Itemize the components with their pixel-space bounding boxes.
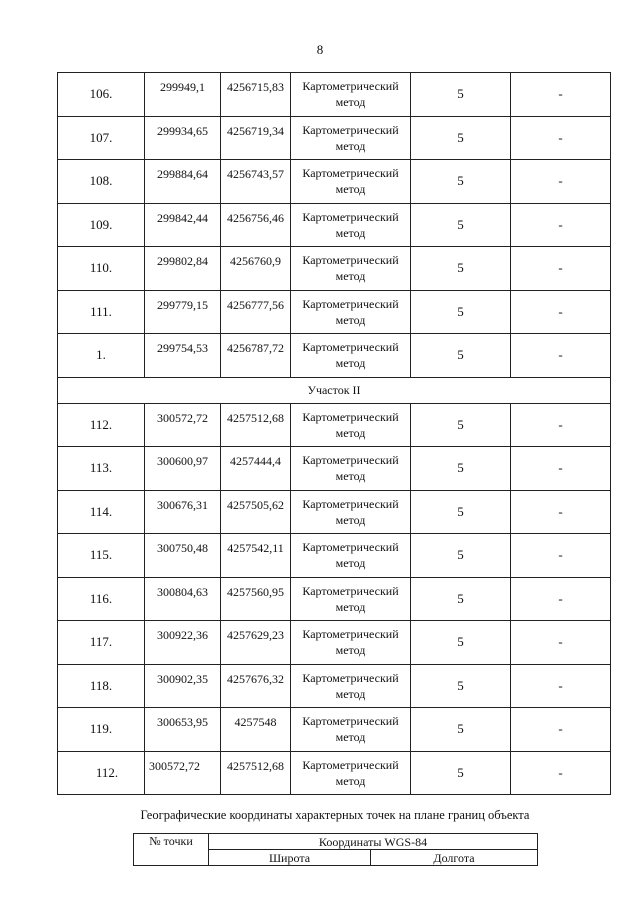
note-cell: - — [511, 203, 611, 247]
method-line2: метод — [335, 599, 366, 614]
coord-y-cell: 4256715,83 — [221, 73, 291, 117]
method-line2: метод — [335, 182, 366, 197]
coord-y-cell: 4256719,34 — [221, 116, 291, 160]
method-line1: Картометрический — [302, 627, 399, 642]
table-row — [58, 160, 611, 204]
coord-y-cell: 4257512,68 — [221, 403, 291, 447]
method-line1: Картометрический — [302, 540, 399, 555]
method-cell — [291, 403, 411, 447]
point-number-cell: 1. — [58, 334, 145, 378]
coord-y-cell: 4257548 — [221, 708, 291, 752]
point-number-cell: 116. — [58, 577, 145, 621]
method-line2: метод — [335, 469, 366, 484]
point-number-cell: 115. — [58, 534, 145, 578]
point-number-cell: 107. — [58, 116, 145, 160]
method-cell — [291, 664, 411, 708]
method-cell — [291, 290, 411, 334]
note-cell: - — [511, 490, 611, 534]
accuracy-cell: 5 — [411, 534, 511, 578]
method-line1: Картометрический — [302, 583, 399, 598]
accuracy-cell: 5 — [411, 403, 511, 447]
accuracy-cell: 5 — [411, 203, 511, 247]
method-line1: Картометрический — [302, 166, 399, 181]
method-line1: Картометрический — [302, 453, 399, 468]
accuracy-cell: 5 — [411, 621, 511, 665]
method-line1: Картометрический — [302, 409, 399, 424]
note-cell: - — [511, 403, 611, 447]
coord-y-cell: 4257676,32 — [221, 664, 291, 708]
coord-x-cell: 299802,84 — [145, 247, 221, 291]
note-cell: - — [511, 116, 611, 160]
note-cell: - — [511, 577, 611, 621]
coord-y-cell: 4257542,11 — [221, 534, 291, 578]
table-row — [58, 664, 611, 708]
geo-header-coords: Координаты WGS-84 — [209, 834, 538, 850]
point-number-cell: 111. — [58, 290, 145, 334]
coord-y-cell: 4256760,9 — [221, 247, 291, 291]
note-cell: - — [511, 751, 611, 795]
geo-header-latitude: Широта — [209, 850, 371, 866]
coordinates-table-body — [58, 73, 611, 795]
method-line2: метод — [335, 95, 366, 110]
method-line1: Картометрический — [302, 122, 399, 137]
method-line1: Картометрический — [302, 670, 399, 685]
coord-y-cell: 4256756,46 — [221, 203, 291, 247]
method-cell — [291, 447, 411, 491]
method-line1: Картометрический — [302, 496, 399, 511]
note-cell: - — [511, 664, 611, 708]
method-cell — [291, 751, 411, 795]
table-row — [58, 334, 611, 378]
section-row — [58, 377, 611, 403]
point-number-cell: 112. — [58, 751, 145, 795]
coord-y-cell: 4256777,56 — [221, 290, 291, 334]
accuracy-cell: 5 — [411, 577, 511, 621]
coordinates-table — [57, 72, 611, 795]
accuracy-cell: 5 — [411, 664, 511, 708]
coord-y-cell: 4257629,23 — [221, 621, 291, 665]
method-line1: Картометрический — [302, 757, 399, 772]
geo-coordinates-title: Географические координаты характерных точек на плане границ объекта — [140, 808, 530, 822]
accuracy-cell: 5 — [411, 290, 511, 334]
table-row — [58, 203, 611, 247]
accuracy-cell: 5 — [411, 160, 511, 204]
method-line2: метод — [335, 138, 366, 153]
coord-x-cell: 300750,48 — [145, 534, 221, 578]
table-row — [58, 73, 611, 117]
coord-x-cell: 300922,36 — [145, 621, 221, 665]
table-row — [58, 490, 611, 534]
table-row — [58, 403, 611, 447]
coord-y-cell: 4257560,95 — [221, 577, 291, 621]
note-cell: - — [511, 621, 611, 665]
note-cell: - — [511, 447, 611, 491]
note-cell: - — [511, 290, 611, 334]
accuracy-cell: 5 — [411, 247, 511, 291]
method-line1: Картометрический — [302, 209, 399, 224]
point-number-cell: 106. — [58, 73, 145, 117]
method-cell — [291, 116, 411, 160]
coord-x-cell: 300600,97 — [145, 447, 221, 491]
method-line1: Картометрический — [302, 253, 399, 268]
section-title: Участок II — [58, 377, 611, 403]
coord-x-cell: 300902,35 — [145, 664, 221, 708]
page-number: 8 — [316, 42, 324, 57]
geo-header-point-number: № точки — [134, 834, 209, 866]
method-line2: метод — [335, 686, 366, 701]
method-cell — [291, 708, 411, 752]
coord-x-cell: 299779,15 — [145, 290, 221, 334]
coord-x-cell: 299884,64 — [145, 160, 221, 204]
accuracy-cell: 5 — [411, 73, 511, 117]
note-cell: - — [511, 73, 611, 117]
method-cell — [291, 203, 411, 247]
method-line2: метод — [335, 730, 366, 745]
method-line2: метод — [335, 269, 366, 284]
method-cell — [291, 73, 411, 117]
table-row — [58, 290, 611, 334]
method-cell — [291, 334, 411, 378]
point-number-cell: 110. — [58, 247, 145, 291]
coord-x-cell: 300653,95 — [145, 708, 221, 752]
table-row — [58, 621, 611, 665]
coord-x-cell: 299949,1 — [145, 73, 221, 117]
coord-x-cell: 299934,65 — [145, 116, 221, 160]
method-line2: метод — [335, 312, 366, 327]
table-row — [58, 534, 611, 578]
method-line2: метод — [335, 556, 366, 571]
method-line1: Картометрический — [302, 340, 399, 355]
method-cell — [291, 577, 411, 621]
method-cell — [291, 621, 411, 665]
method-line2: метод — [335, 225, 366, 240]
note-cell: - — [511, 334, 611, 378]
point-number-cell: 108. — [58, 160, 145, 204]
table-row — [58, 708, 611, 752]
point-number-cell: 117. — [58, 621, 145, 665]
coord-x-cell: 300804,63 — [145, 577, 221, 621]
point-number-cell: 112. — [58, 403, 145, 447]
note-cell: - — [511, 534, 611, 578]
coord-x-cell: 299754,53 — [145, 334, 221, 378]
method-cell — [291, 534, 411, 578]
table-row — [58, 447, 611, 491]
point-number-cell: 113. — [58, 447, 145, 491]
coord-y-cell: 4257505,62 — [221, 490, 291, 534]
table-row — [58, 577, 611, 621]
coord-x-cell: 300572,72 — [145, 403, 221, 447]
accuracy-cell: 5 — [411, 447, 511, 491]
method-line2: метод — [335, 356, 366, 371]
method-line1: Картометрический — [302, 296, 399, 311]
note-cell: - — [511, 160, 611, 204]
table-row — [58, 751, 611, 795]
point-number-cell: 119. — [58, 708, 145, 752]
note-cell: - — [511, 708, 611, 752]
accuracy-cell: 5 — [411, 334, 511, 378]
geo-header-longitude: Долгота — [371, 850, 538, 866]
coord-x-cell: 300572,72 — [145, 751, 221, 795]
coord-x-cell: 299842,44 — [145, 203, 221, 247]
method-cell — [291, 490, 411, 534]
method-line2: метод — [335, 425, 366, 440]
accuracy-cell: 5 — [411, 708, 511, 752]
method-line1: Картометрический — [302, 714, 399, 729]
coord-y-cell: 4257444,4 — [221, 447, 291, 491]
method-line1: Картометрический — [302, 79, 399, 94]
method-line2: метод — [335, 773, 366, 788]
method-cell — [291, 160, 411, 204]
coord-y-cell: 4256787,72 — [221, 334, 291, 378]
accuracy-cell: 5 — [411, 490, 511, 534]
method-line2: метод — [335, 643, 366, 658]
coord-y-cell: 4256743,57 — [221, 160, 291, 204]
point-number-cell: 114. — [58, 490, 145, 534]
note-cell: - — [511, 247, 611, 291]
accuracy-cell: 5 — [411, 116, 511, 160]
method-line2: метод — [335, 512, 366, 527]
accuracy-cell: 5 — [411, 751, 511, 795]
point-number-cell: 118. — [58, 664, 145, 708]
geo-header-row — [134, 834, 538, 850]
coord-x-cell: 300676,31 — [145, 490, 221, 534]
table-row — [58, 116, 611, 160]
table-row — [58, 247, 611, 291]
method-cell — [291, 247, 411, 291]
coord-y-cell: 4257512,68 — [221, 751, 291, 795]
geo-coordinates-table — [133, 833, 538, 866]
point-number-cell: 109. — [58, 203, 145, 247]
